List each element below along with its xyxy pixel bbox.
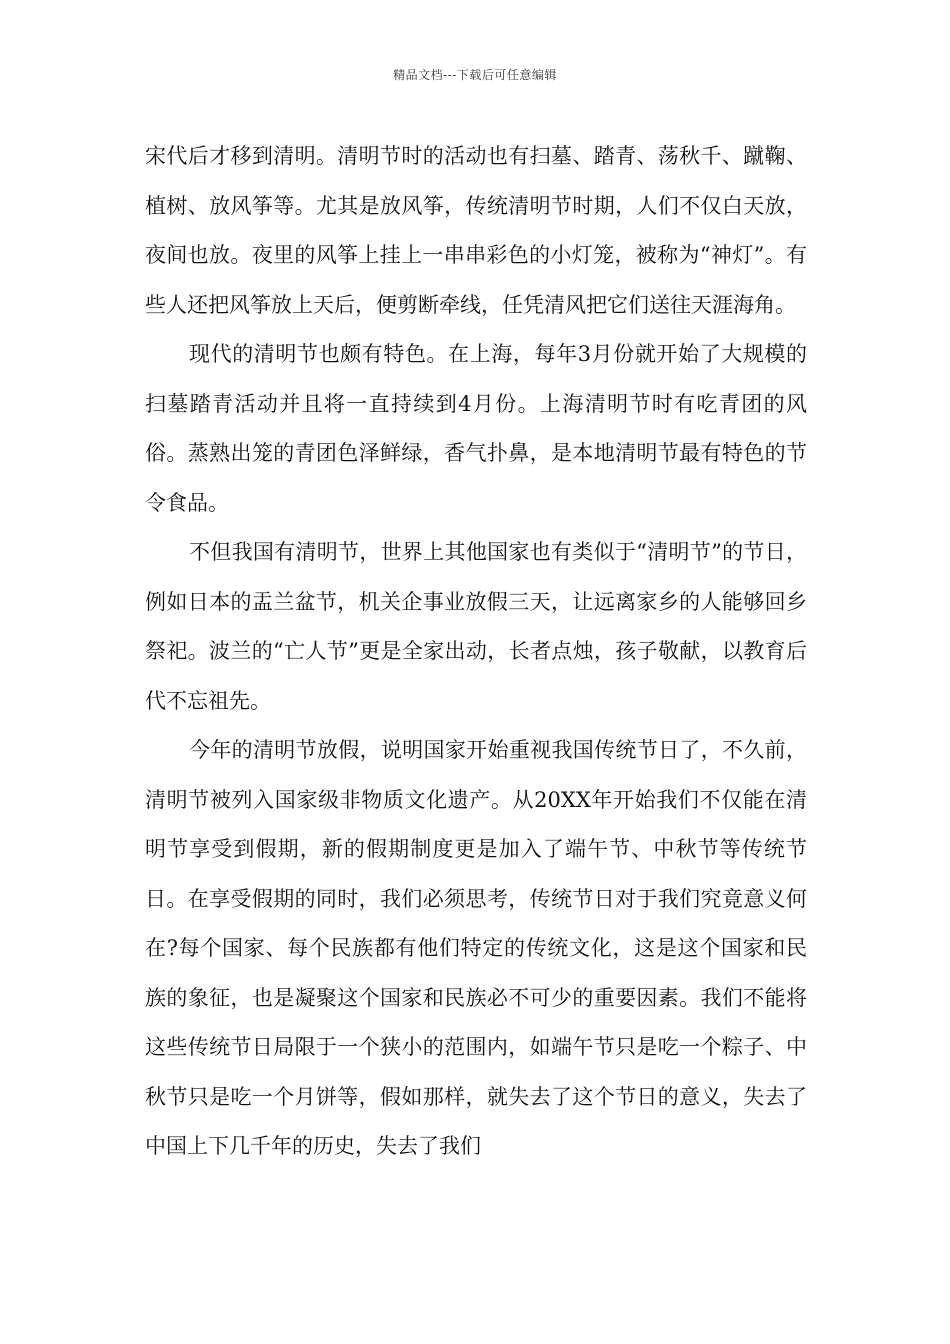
paragraph-other-countries: 不但我国有清明节，世界上其他国家也有类似于“清明节”的节日，例如日本的盂兰盆节，机关企事业放假三天，让远离家乡的人能够回乡祭祀。波兰的“亡人节”更是全家出动，长者点烛，孩子敬献，以教育后代不忘祖先。 (145, 540, 807, 713)
paragraph-holiday-meaning: 今年的清明节放假，说明国家开始重视我国传统节日了，不久前，清明节被列入国家级非物质文化遗产。从20XX年开始我们不仅能在清明节享受到假期，新的假期制度更是加入了端午节、中秋节等传统节日。在享受假期的同时，我们必须思考，传统节日对于我们究竟意义何在?每个国家、每个民族都有他们特定的传统文化，这是这个国家和民族的象征，也是凝聚这个国家和民族必不可少的重要因素。我们不能将这些传统节日局限于一个狭小的范围内，如端午节只是吃一个粽子、中秋节只是吃一个月饼等，假如那样，就失去了这个节日的意义，失去了中国上下几千年的历史，失去了我们 (145, 738, 807, 1158)
paragraph-shanghai: 现代的清明节也颇有特色。在上海，每年3月份就开始了大规模的扫墓踏青活动并且将一直持续到4月份。上海清明节时有吃青团的风俗。蒸熟出笼的青团色泽鲜绿，香气扑鼻，是本地清明节最有特色的节令食品。 (145, 342, 807, 515)
paragraph-continuation: 宋代后才移到清明。清明节时的活动也有扫墓、踏青、荡秋千、蹴鞠、植树、放风筝等。尤其是放风筝，传统清明节时期，人们不仅白天放，夜间也放。夜里的风筝上挂上一串串彩色的小灯笼，被称为“神灯”。有些人还把风筝放上天后，便剪断牵线，任凭清风把它们送往天涯海角。 (145, 144, 807, 317)
document-body (145, 132, 807, 1172)
page-header: 精品文档---下载后可任意编辑 (393, 68, 557, 82)
